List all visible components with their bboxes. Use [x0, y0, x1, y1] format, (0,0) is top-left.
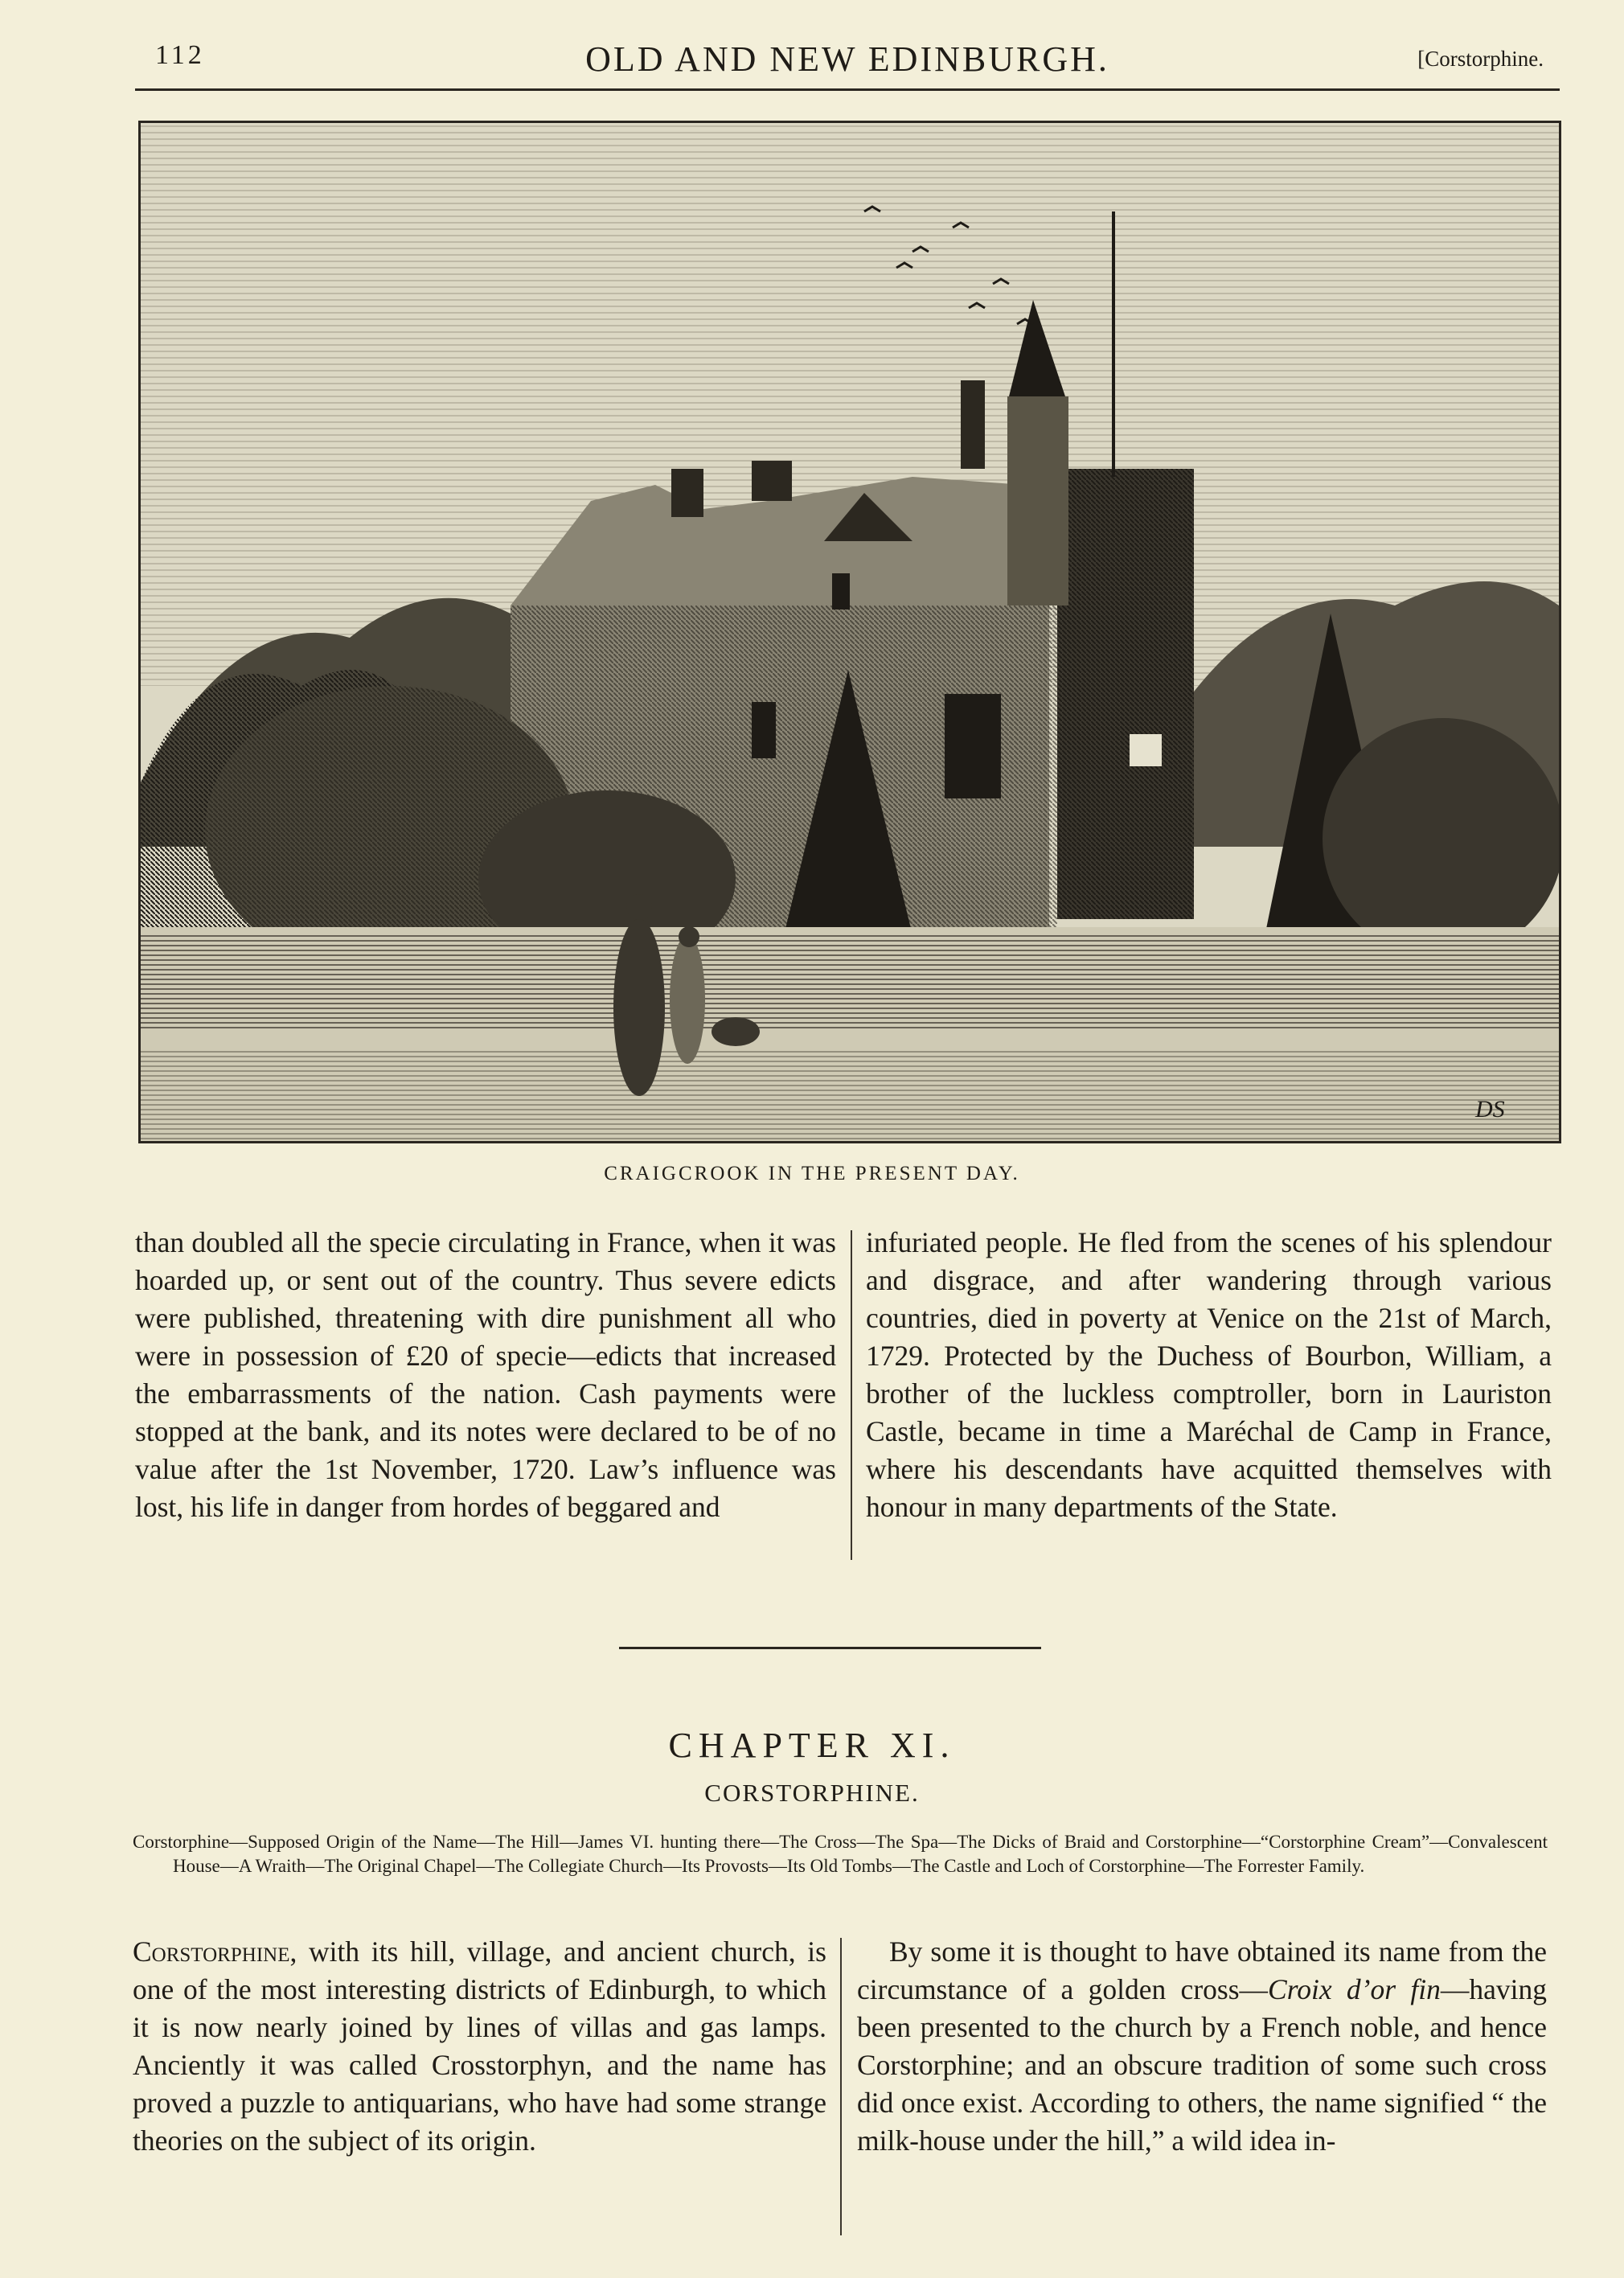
section-tag: [Corstorphine.	[1417, 47, 1544, 71]
page-number: 112	[155, 40, 205, 70]
running-head	[135, 39, 1560, 95]
paragraph-continued: —having been presented to the church by a French noble, and hence Corstorphine; and an obscure tradition of some such cross did once exist. According to others, the name signified “ the milk-house under the hill,” a wild idea in-	[857, 1973, 1547, 2157]
bottom-left-column	[133, 1933, 826, 2160]
italic-phrase: Croix d’or fin	[1268, 1973, 1441, 2005]
paragraph: By some it is thought to have obtained its name from the circumstance of a golden cross—	[857, 1935, 1547, 2005]
top-left-column	[135, 1224, 836, 1526]
chapter-synopsis	[133, 1830, 1548, 1878]
figure-caption: CRAIGCROOK IN THE PRESENT DAY.	[604, 1163, 1020, 1184]
column-divider	[851, 1230, 852, 1560]
engraver-signature: DS	[1475, 1096, 1505, 1123]
chapter-title: CORSTORPHINE.	[704, 1779, 920, 1807]
synopsis-text: Corstorphine—Supposed Origin of the Name—The Hill—James VI. hunting there—The Cross—The Spa—The Dicks of Braid and Corstorphine—“Corstorphine Cream”—Convalescent House—A Wraith—The Original Chapel—The Collegiate Church—Its Provosts—Its Old Tombs—The Castle and Loch of Corstorphine—The Forrester Family.	[133, 1832, 1548, 1876]
section-rule	[619, 1647, 1041, 1649]
header-rule	[135, 88, 1560, 91]
illustration-plate	[138, 121, 1561, 1143]
engraving-craigcrook-castle-icon	[141, 123, 1559, 1141]
chapter-number: CHAPTER XI.	[668, 1726, 956, 1765]
paragraph: with its hill, village, and ancient church, is one of the most interesting districts of Edinburgh, to which it is now nearly joined by lines of villas and gas lamps. Anciently it was called Crosstorphyn, and the name has proved a puzzle to antiquarians, who have had some strange theories on the subject of its origin.	[133, 1935, 826, 2157]
paragraph: infuriated people. He fled from the scenes of his splendour and disgrace, and after wandering through various countries, died in poverty at Venice on the 21st of March, 1729. Protected by the Duchess of Bourbon, William, a brother of the luckless comptroller, born in Lauriston Castle, became in time a Maréchal de Camp in France, where his descendants have acquitted themselves with honour in many departments of the State.	[866, 1226, 1552, 1523]
paragraph: than doubled all the specie circulating in France, when it was hoarded up, or sent out of the country. Thus severe edicts were published, threatening with dire punishment all who were in possession of £20 of specie—edicts that increased the embarrassments of the nation. Cash payments were stopped at the bank, and its notes were declared to be of no value after the 1st November, 1720. Law’s influence was lost, his life in danger from hordes of beggared and	[135, 1226, 836, 1523]
lead-word: Corstorphine,	[133, 1935, 297, 1968]
top-right-column	[866, 1224, 1552, 1526]
column-divider	[840, 1938, 842, 2235]
bottom-right-column	[857, 1933, 1547, 2160]
running-title: OLD AND NEW EDINBURGH.	[585, 39, 1109, 79]
